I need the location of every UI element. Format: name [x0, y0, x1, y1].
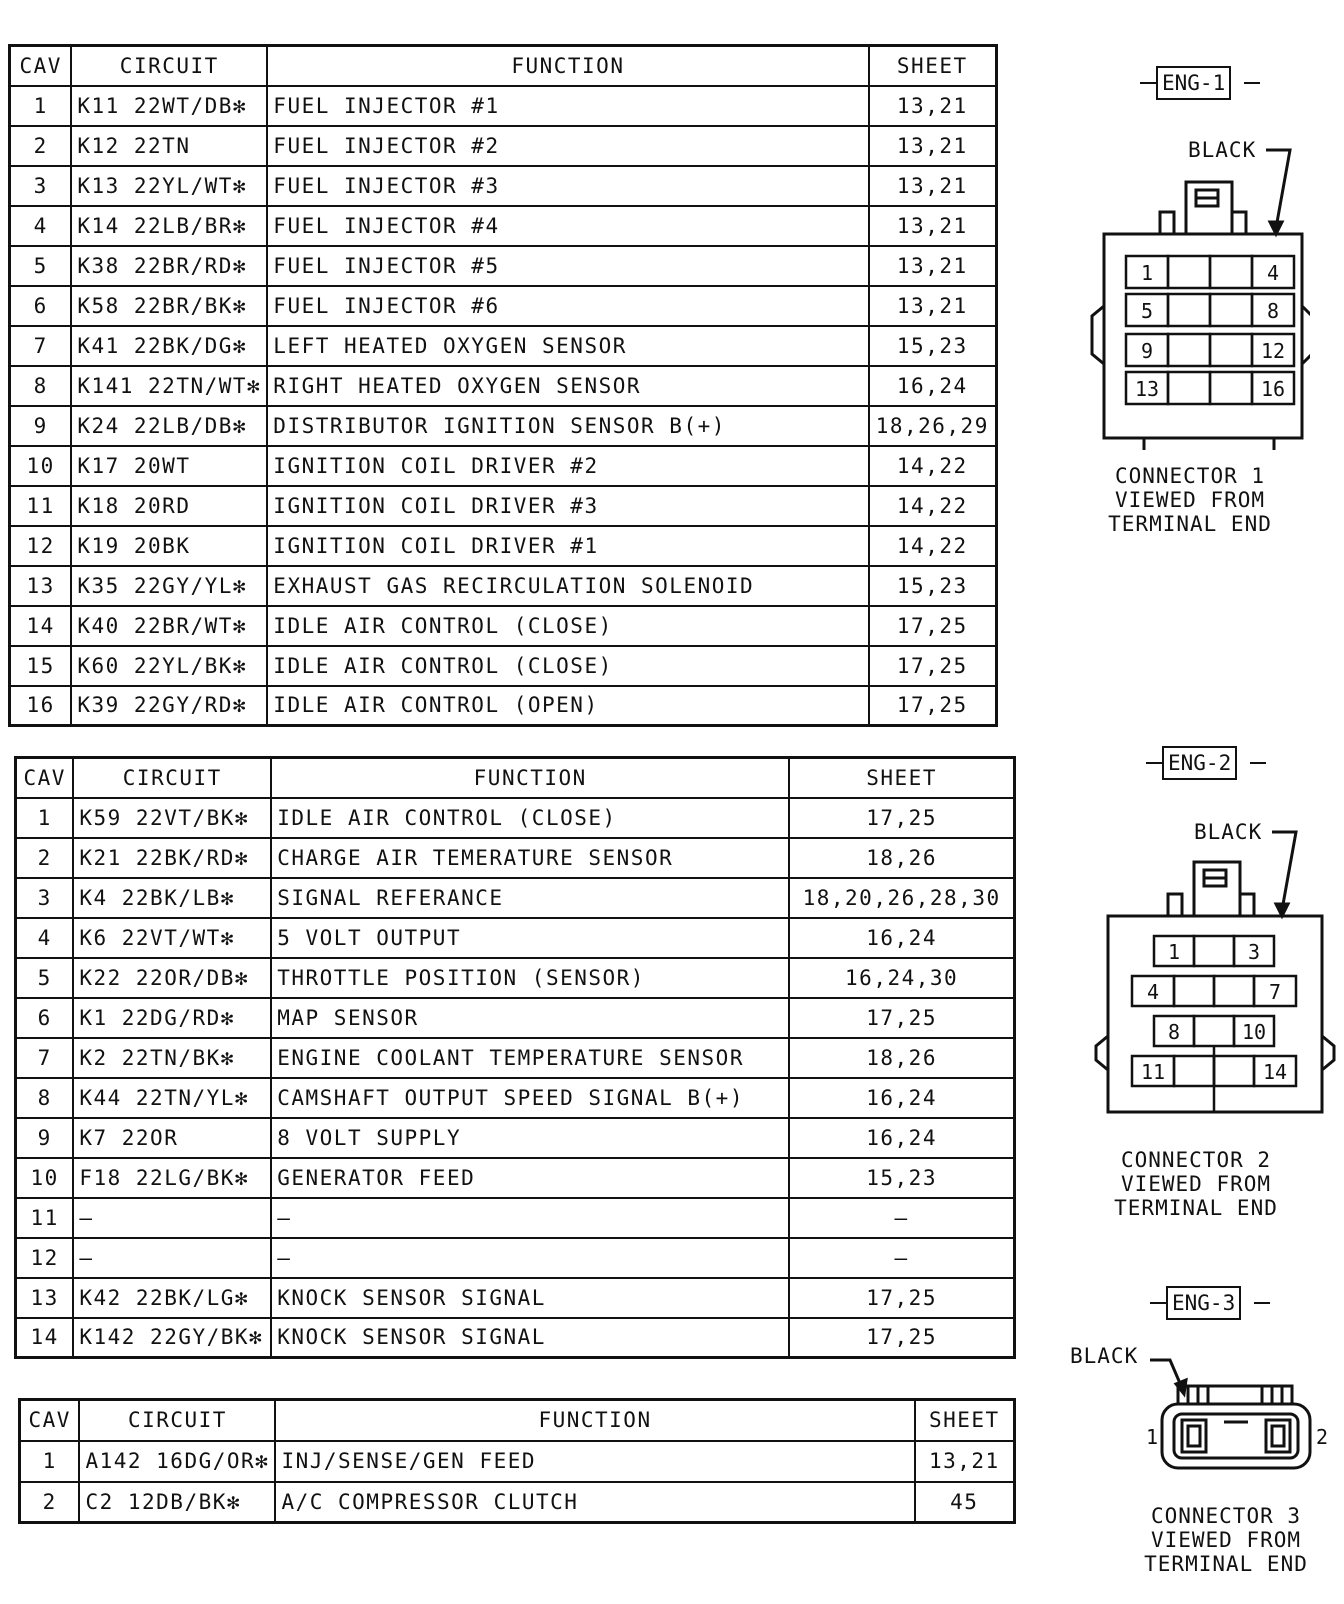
circuit-cell: K38 22BR/RD✻: [71, 246, 267, 286]
function-cell: —: [271, 1198, 789, 1238]
function-cell: —: [271, 1238, 789, 1278]
caption-line: VIEWED FROM: [1120, 1172, 1272, 1196]
table-row: [10, 246, 997, 286]
cav-cell: 13: [10, 566, 72, 606]
function-cell: THROTTLE POSITION (SENSOR): [271, 958, 789, 998]
circuit-cell: K13 22YL/WT✻: [71, 166, 267, 206]
circuit-cell: K39 22GY/RD✻: [71, 686, 267, 726]
cav-cell: 1: [16, 798, 74, 838]
sheet-cell: —: [789, 1238, 1014, 1278]
function-cell: FUEL INJECTOR #1: [267, 86, 868, 126]
table-row: [10, 326, 997, 366]
function-cell: LEFT HEATED OXYGEN SENSOR: [267, 326, 868, 366]
table-body: [10, 86, 997, 726]
sheet-cell: 17,25: [869, 686, 997, 726]
function-header: FUNCTION: [267, 46, 868, 86]
function-cell: A/C COMPRESSOR CLUTCH: [275, 1482, 914, 1523]
table-row: [16, 1318, 1015, 1358]
caption-line: TERMINAL END: [1108, 512, 1272, 536]
sheet-cell: 16,24,30: [789, 958, 1014, 998]
table-row: [16, 998, 1015, 1038]
table-row: [16, 1198, 1015, 1238]
sheet-cell: 13,21: [869, 286, 997, 326]
circuit-cell: K7 22OR: [73, 1118, 271, 1158]
function-cell: KNOCK SENSOR SIGNAL: [271, 1278, 789, 1318]
black-leader-line: [1272, 832, 1296, 910]
table-row: [10, 566, 997, 606]
table-header-row: [10, 46, 997, 86]
table-row: [10, 686, 997, 726]
sheet-cell: 17,25: [789, 1318, 1014, 1358]
pin-label: 5: [1140, 299, 1154, 323]
function-cell: FUEL INJECTOR #5: [267, 246, 868, 286]
sheet-cell: 17,25: [869, 606, 997, 646]
table-row: [16, 798, 1015, 838]
function-cell: FUEL INJECTOR #4: [267, 206, 868, 246]
function-cell: 8 VOLT SUPPLY: [271, 1118, 789, 1158]
pin-label: 16: [1260, 377, 1286, 401]
tag-line: [1140, 82, 1156, 84]
cav-cell: 4: [10, 206, 72, 246]
circuit-cell: K35 22GY/YL✻: [71, 566, 267, 606]
sheet-cell: 16,24: [789, 1118, 1014, 1158]
circuit-cell: K1 22DG/RD✻: [73, 998, 271, 1038]
caption-line: VIEWED FROM: [1150, 1528, 1302, 1552]
cav-cell: 3: [10, 166, 72, 206]
function-cell: SIGNAL REFERANCE: [271, 878, 789, 918]
pin-label: 9: [1140, 339, 1154, 363]
table-header-row: [20, 1400, 1015, 1441]
sheet-header: SHEET: [869, 46, 997, 86]
function-cell: MAP SENSOR: [271, 998, 789, 1038]
sheet-cell: 14,22: [869, 526, 997, 566]
cav-cell: 8: [10, 366, 72, 406]
cav-cell: 2: [20, 1482, 80, 1523]
table-row: [16, 1278, 1015, 1318]
circuit-cell: K17 20WT: [71, 446, 267, 486]
table-body: [16, 798, 1015, 1358]
function-cell: IGNITION COIL DRIVER #1: [267, 526, 868, 566]
table-row: [10, 446, 997, 486]
function-cell: INJ/SENSE/GEN FEED: [275, 1441, 914, 1482]
cav-cell: 7: [16, 1038, 74, 1078]
cav-cell: 15: [10, 646, 72, 686]
table-row: [10, 166, 997, 206]
tag-line: [1146, 762, 1162, 764]
table-row: [10, 606, 997, 646]
connector-1-pinout-table: [8, 44, 998, 727]
connector-3-caption: [1136, 1504, 1316, 1576]
cav-cell: 7: [10, 326, 72, 366]
cav-cell: 6: [10, 286, 72, 326]
connector-2-face: [1094, 822, 1336, 1132]
cav-header: CAV: [10, 46, 72, 86]
circuit-cell: K60 22YL/BK✻: [71, 646, 267, 686]
pin-label: 4: [1146, 980, 1160, 1004]
pin-label: 10: [1241, 1020, 1267, 1044]
circuit-cell: K44 22TN/YL✻: [73, 1078, 271, 1118]
pin-label: 2: [1315, 1425, 1329, 1449]
cav-cell: 11: [10, 486, 72, 526]
circuit-header: CIRCUIT: [71, 46, 267, 86]
function-cell: ENGINE COOLANT TEMPERATURE SENSOR: [271, 1038, 789, 1078]
sheet-cell: 13,21: [869, 206, 997, 246]
cav-cell: 14: [10, 606, 72, 646]
circuit-cell: K59 22VT/BK✻: [73, 798, 271, 838]
connector-3-pinout-table: [18, 1398, 1016, 1524]
leader-arrow-icon: [1276, 904, 1288, 916]
sheet-cell: 17,25: [869, 646, 997, 686]
circuit-cell: K18 20RD: [71, 486, 267, 526]
cav-cell: 10: [16, 1158, 74, 1198]
circuit-cell: K142 22GY/BK✻: [73, 1318, 271, 1358]
table-body: [20, 1441, 1015, 1523]
circuit-cell: K14 22LB/BR✻: [71, 206, 267, 246]
sheet-cell: 16,24: [789, 918, 1014, 958]
cav-cell: 8: [16, 1078, 74, 1118]
circuit-cell: K12 22TN: [71, 126, 267, 166]
function-cell: EXHAUST GAS RECIRCULATION SOLENOID: [267, 566, 868, 606]
cav-cell: 12: [10, 526, 72, 566]
table-row: [20, 1482, 1015, 1523]
pin-label: 1: [1167, 940, 1181, 964]
function-cell: IDLE AIR CONTROL (CLOSE): [267, 606, 868, 646]
cav-header: CAV: [20, 1400, 80, 1441]
circuit-cell: A142 16DG/OR✻: [79, 1441, 275, 1482]
sheet-cell: —: [789, 1198, 1014, 1238]
connector-1-caption: [1100, 464, 1280, 536]
pin-label: 8: [1167, 1020, 1181, 1044]
sheet-cell: 15,23: [789, 1158, 1014, 1198]
sheet-cell: 14,22: [869, 446, 997, 486]
table-row: [10, 126, 997, 166]
cav-header: CAV: [16, 758, 74, 798]
function-cell: IDLE AIR CONTROL (CLOSE): [267, 646, 868, 686]
sheet-cell: 15,23: [869, 566, 997, 606]
table-row: [10, 406, 997, 446]
table-row: [16, 958, 1015, 998]
sheet-cell: 18,26: [789, 1038, 1014, 1078]
cav-cell: 12: [16, 1238, 74, 1278]
table-row: [10, 646, 997, 686]
cav-cell: 11: [16, 1198, 74, 1238]
pin-label: 13: [1134, 377, 1160, 401]
table-row: [16, 1118, 1015, 1158]
pin-label: 11: [1140, 1060, 1166, 1084]
table-row: [20, 1441, 1015, 1482]
table-row: [16, 918, 1015, 958]
table-row: [10, 286, 997, 326]
caption-line: CONNECTOR 3: [1150, 1504, 1302, 1528]
function-header: FUNCTION: [271, 758, 789, 798]
caption-line: TERMINAL END: [1114, 1196, 1278, 1220]
table-row: [10, 366, 997, 406]
table-row: [16, 1158, 1015, 1198]
table-row: [10, 86, 997, 126]
table-header-row: [16, 758, 1015, 798]
caption-line: CONNECTOR 2: [1120, 1148, 1272, 1172]
function-cell: IDLE AIR CONTROL (OPEN): [267, 686, 868, 726]
sheet-cell: 18,26,29: [869, 406, 997, 446]
black-leader-line: [1266, 150, 1290, 228]
connector-3-face: [1140, 1350, 1330, 1480]
tag-line: [1250, 762, 1266, 764]
function-cell: GENERATOR FEED: [271, 1158, 789, 1198]
tag-line: [1244, 82, 1260, 84]
eng-1-tag: ENG-1: [1156, 66, 1231, 100]
connector-1-face: [1090, 140, 1310, 460]
circuit-cell: K21 22BK/RD✻: [73, 838, 271, 878]
pin-label: 7: [1268, 980, 1282, 1004]
sheet-cell: 18,26: [789, 838, 1014, 878]
circuit-cell: K4 22BK/LB✻: [73, 878, 271, 918]
cav-cell: 9: [10, 406, 72, 446]
sheet-header: SHEET: [789, 758, 1014, 798]
cav-cell: 9: [16, 1118, 74, 1158]
table-row: [16, 878, 1015, 918]
connector-2-pinout-table: [14, 756, 1016, 1359]
circuit-cell: K24 22LB/DB✻: [71, 406, 267, 446]
sheet-cell: 17,25: [789, 1278, 1014, 1318]
function-cell: IGNITION COIL DRIVER #2: [267, 446, 868, 486]
eng-1-color-label: BLACK: [1188, 138, 1257, 162]
circuit-header: CIRCUIT: [79, 1400, 275, 1441]
sheet-cell: 17,25: [789, 798, 1014, 838]
table-row: [10, 206, 997, 246]
circuit-cell: K58 22BR/BK✻: [71, 286, 267, 326]
circuit-cell: K40 22BR/WT✻: [71, 606, 267, 646]
circuit-cell: K42 22BK/LG✻: [73, 1278, 271, 1318]
function-cell: IGNITION COIL DRIVER #3: [267, 486, 868, 526]
function-cell: FUEL INJECTOR #3: [267, 166, 868, 206]
pin-label: 4: [1266, 261, 1280, 285]
cav-cell: 2: [16, 838, 74, 878]
sheet-cell: 16,24: [789, 1078, 1014, 1118]
function-cell: KNOCK SENSOR SIGNAL: [271, 1318, 789, 1358]
cav-cell: 3: [16, 878, 74, 918]
sheet-header: SHEET: [915, 1400, 1015, 1441]
function-cell: IDLE AIR CONTROL (CLOSE): [271, 798, 789, 838]
pin-label: 12: [1260, 339, 1286, 363]
tag-line: [1150, 1302, 1166, 1304]
table-row: [16, 1078, 1015, 1118]
cav-cell: 4: [16, 918, 74, 958]
circuit-cell: F18 22LG/BK✻: [73, 1158, 271, 1198]
circuit-header: CIRCUIT: [73, 758, 271, 798]
caption-line: VIEWED FROM: [1114, 488, 1266, 512]
cav-cell: 5: [16, 958, 74, 998]
cav-cell: 14: [16, 1318, 74, 1358]
function-cell: DISTRIBUTOR IGNITION SENSOR B(+): [267, 406, 868, 446]
circuit-cell: K19 20BK: [71, 526, 267, 566]
circuit-cell: K22 22OR/DB✻: [73, 958, 271, 998]
function-cell: FUEL INJECTOR #6: [267, 286, 868, 326]
sheet-cell: 45: [915, 1482, 1015, 1523]
circuit-cell: K11 22WT/DB✻: [71, 86, 267, 126]
function-cell: RIGHT HEATED OXYGEN SENSOR: [267, 366, 868, 406]
table-row: [16, 838, 1015, 878]
pin-label: 8: [1266, 299, 1280, 323]
table-row: [16, 1038, 1015, 1078]
caption-line: TERMINAL END: [1144, 1552, 1308, 1576]
cav-cell: 13: [16, 1278, 74, 1318]
connector-2-caption: [1106, 1148, 1286, 1220]
circuit-cell: K141 22TN/WT✻: [71, 366, 267, 406]
circuit-cell: —: [73, 1198, 271, 1238]
cav-cell: 6: [16, 998, 74, 1038]
sheet-cell: 13,21: [869, 166, 997, 206]
function-cell: FUEL INJECTOR #2: [267, 126, 868, 166]
cav-cell: 16: [10, 686, 72, 726]
sheet-cell: 18,20,26,28,30: [789, 878, 1014, 918]
function-cell: 5 VOLT OUTPUT: [271, 918, 789, 958]
circuit-cell: K41 22BK/DG✻: [71, 326, 267, 366]
pin-label: 1: [1145, 1425, 1159, 1449]
function-cell: CAMSHAFT OUTPUT SPEED SIGNAL B(+): [271, 1078, 789, 1118]
eng-3-tag: ENG-3: [1166, 1286, 1241, 1320]
circuit-cell: K2 22TN/BK✻: [73, 1038, 271, 1078]
circuit-cell: K6 22VT/WT✻: [73, 918, 271, 958]
eng-3-color-label: BLACK: [1070, 1344, 1139, 1368]
sheet-cell: 13,21: [869, 86, 997, 126]
function-header: FUNCTION: [275, 1400, 914, 1441]
tag-line: [1254, 1302, 1270, 1304]
pin-label: 3: [1247, 940, 1261, 964]
pin-label: 14: [1262, 1060, 1288, 1084]
pin-label: 1: [1140, 261, 1154, 285]
function-cell: CHARGE AIR TEMERATURE SENSOR: [271, 838, 789, 878]
cav-cell: 2: [10, 126, 72, 166]
cav-cell: 10: [10, 446, 72, 486]
eng-2-tag: ENG-2: [1162, 746, 1237, 780]
table-row: [10, 486, 997, 526]
sheet-cell: 15,23: [869, 326, 997, 366]
cav-cell: 1: [20, 1441, 80, 1482]
eng-2-color-label: BLACK: [1194, 820, 1263, 844]
sheet-cell: 16,24: [869, 366, 997, 406]
cav-cell: 1: [10, 86, 72, 126]
sheet-cell: 13,21: [869, 126, 997, 166]
caption-line: CONNECTOR 1: [1114, 464, 1266, 488]
sheet-cell: 13,21: [915, 1441, 1015, 1482]
leader-arrow-icon: [1270, 222, 1282, 234]
table-row: [10, 526, 997, 566]
table-row: [16, 1238, 1015, 1278]
cav-cell: 5: [10, 246, 72, 286]
sheet-cell: 17,25: [789, 998, 1014, 1038]
circuit-cell: C2 12DB/BK✻: [79, 1482, 275, 1523]
sheet-cell: 13,21: [869, 246, 997, 286]
circuit-cell: —: [73, 1238, 271, 1278]
sheet-cell: 14,22: [869, 486, 997, 526]
